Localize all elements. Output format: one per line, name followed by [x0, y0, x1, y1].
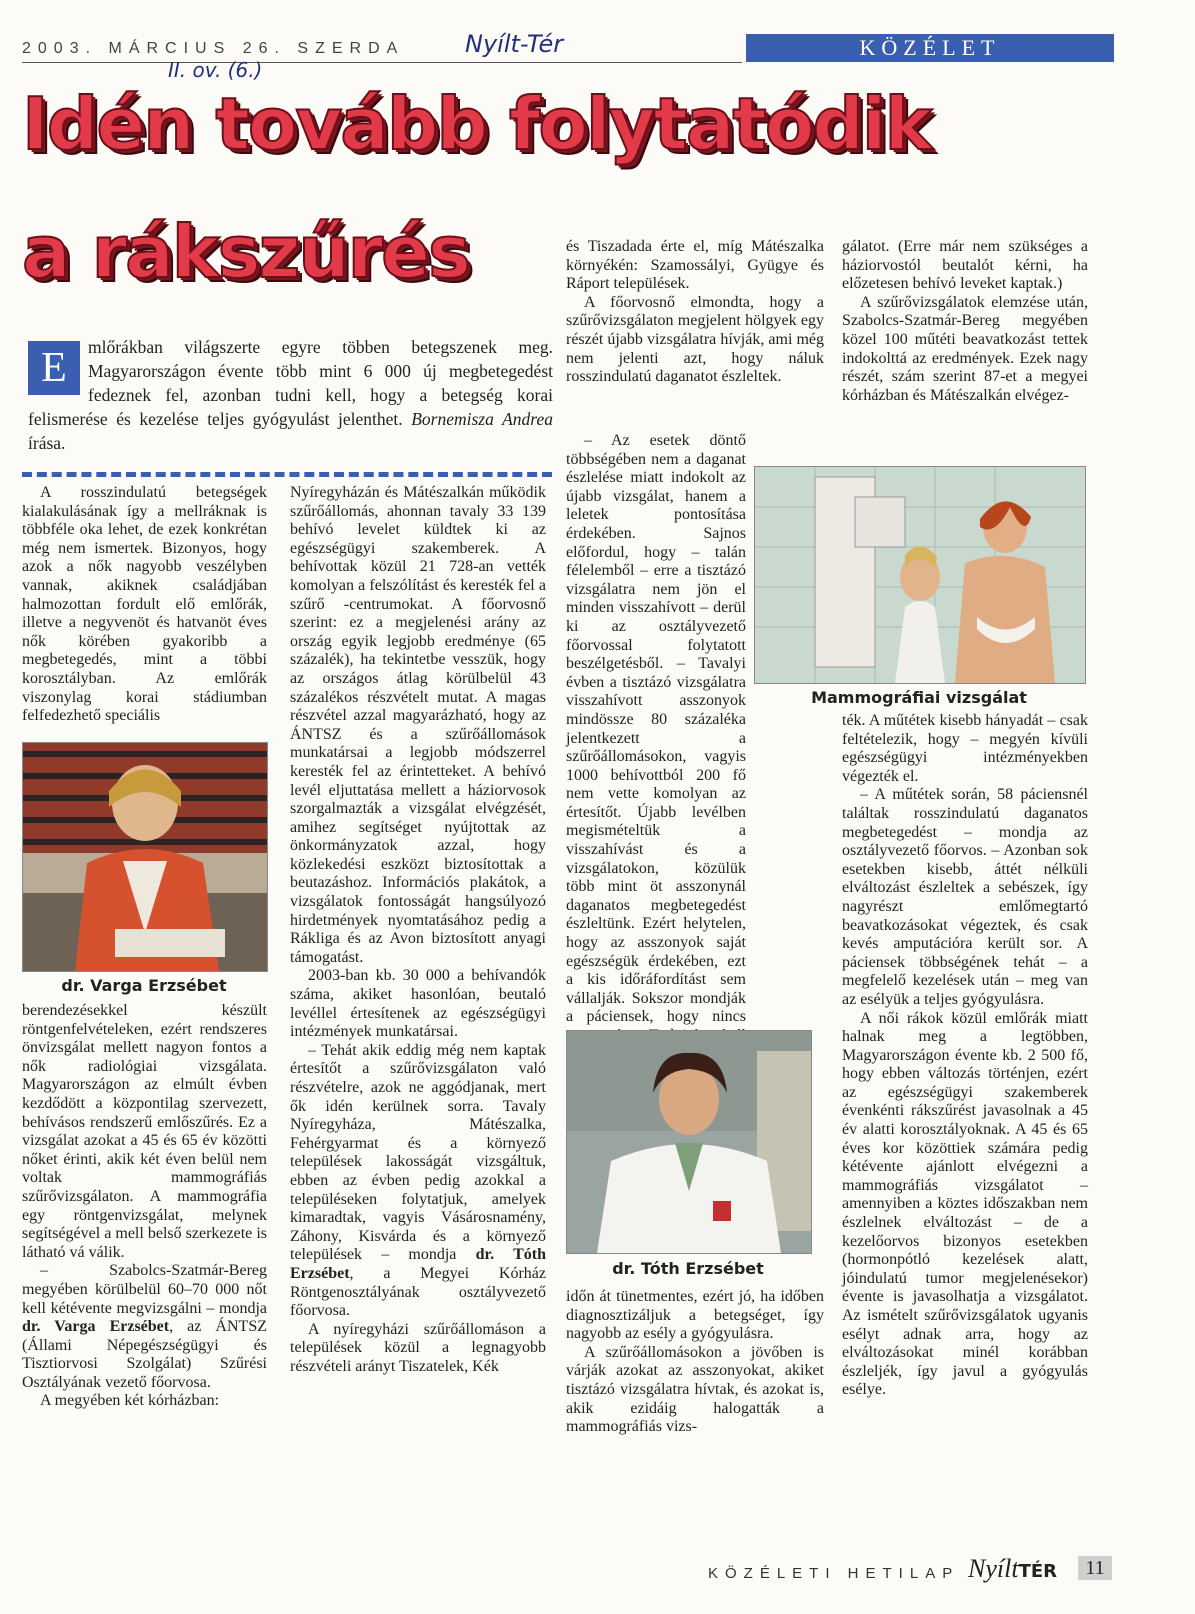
lead-text: mlőrákban világszerte egyre többen betegszenek meg. Magyarországon évente több mint 6 000 új megbetegedést fedeznek fel, azonban tudni kell, hogy a betegség korai felismerése és kezelése teljes gyógyulást jelenthet. — [28, 337, 553, 429]
photo-varga-erzsebet — [22, 742, 268, 972]
column-3-bottom — [566, 1288, 824, 1437]
col2-paragraph-2: 2003-ban kb. 30 000 a behívandók száma, akiket hasonlóan, beutaló levéllel értesítenek az egészségügyi intézmények munkatársai. — [290, 967, 546, 1041]
lead-author-suffix: írása. — [28, 433, 66, 453]
lead-author: Bornemisza Andrea — [411, 409, 553, 429]
col3-paragraph-1: A főorvosnő elmondta, hogy a szűrővizsgálaton megjelent hölgyek egy részét újabb vizsgálatra hívják, ami még nem jelenti azt, hogy náluk rosszindulatú daganatot észleltek. — [566, 293, 824, 386]
col2-paragraph-1: Nyíregyházán és Mátészalkán működik szűrőállomás, ahonnan tavaly 33 139 behívó levelet küldtek ki az egészségügyi szakemberek. A behívottak közül 21 728-an vették komolyan a felszólítást és keresték fel a szűrő -centrumokat. A főorvosnő szerint: ez a megjelenési arány az ország egyik legjobb eredménye (65 százalék), ha tekintetbe vesszük, hogy az országos átlag körülbelül 43 százalékos részvételt mutat. A magas részvétel azzal magyarázható, hogy az ÁNTSZ és a szűrőállomások munkatársai a legjobb módszerrel keresték fel az érintetteket. A behívó levél eljuttatása mellett a háziorvosok szorgalmazták a vizsgálat elvégzését, amihez segítséget nyújtottak az önkormányzatok azzal, hogy közlekedési eszközt biztosítottak a beutazáshoz. Információs plakátok, a vizsgálatok fontosságát hangsúlyozó hirdetmények nyomtatásához pedig a Rákliga és az Avon biztosított anyagi támogatást. — [290, 484, 546, 966]
col3-paragraph-4: A szűrőállomásokon a jövőben is várják azokat az asszonyokat, akiket tisztázó vizsgálatra hívtak, és azokat is, akik ezidáig halogatták a mammográfiás vizs- — [566, 1343, 824, 1436]
headline-line-2: a rákszűrés — [22, 210, 469, 294]
footer-brand: NyíltTÉR — [968, 1554, 1057, 1583]
dashed-divider — [22, 472, 552, 477]
header-rule — [22, 62, 742, 63]
col2-paragraph-4: A nyíregyházi szűrőállomáson a települések közül a legnagyobb részvételi arányt Tiszatelek, Kék — [290, 1320, 546, 1375]
caption-varga: dr. Varga Erzsébet — [61, 976, 227, 995]
column-2 — [290, 484, 546, 1377]
drop-cap: E — [28, 341, 80, 395]
portrait-image-2 — [567, 1031, 811, 1253]
col4-paragraph-4: A női rákok közül emlőrák miatt halnak meg a legtöbben, Magyarországon évente kb. 2 500 fő, hogy ebben változás történjen, ezért az egészségügyi szakemberek évenkénti rákszűrést javasolnak a 45 év alatti korosztályoknak. A 45 és 65 éves kor közöttiek számára pedig kétévente ajánlott elvégezni a mammográfiás vizsgálatot – amennyiben a köztes időszakban nem észlelnek elváltozást – de a kezelőorvos bizonyos esetekben (hormonpótló kezelések alatt, jóindulatú tumor megjelenésekor) évente is javasolhatja a vizsgálatot. Az ismételt szűrővizsgálatok ugyanis esélyt adnak arra, hogy az elváltozásokat minél korábban észleljék, így javul a gyógyulás esélye. — [842, 1009, 1088, 1399]
section-label: KÖZÉLET — [746, 34, 1114, 62]
column-4-bottom — [842, 712, 1088, 1400]
column-3-narrow — [566, 432, 746, 1101]
col4-paragraph-0: gálatot. (Erre már nem szükséges a háziorvostól beutalót kérni, ha előzetesen behívó leveket kaptak.) — [842, 238, 1088, 293]
mammography-image — [755, 467, 1085, 683]
col1-bottom-paragraph-3: A megyében két kórházban: — [40, 1392, 220, 1410]
col2-paragraph-3: – Tehát akik eddig még nem kaptak értesítőt a szűrővizsgálaton való részvételre, azok ne aggódjanak, mert ők idén kerülnek sorra. Tavaly Nyíregyháza, Mátészalka, Fehérgyarmat és a környező települések lakosságát vizsgáltuk, ebben az évben pedig azokkal a településeken folytatjuk, amelyek kimaradtak, vagyis Vásárosnamény, Záhony, Kisvárda és a környező települések – mondja dr. Tóth Erzsébet, a Megyei Kórház Röntgenosztályának osztályvezető főorvosa. — [290, 1041, 547, 1320]
person-name-toth: dr. Tóth Erzsébet — [290, 1246, 547, 1282]
handwritten-note-2: II. ov. (6.) — [168, 58, 263, 82]
person-name-varga: dr. Varga Erzsébet — [22, 1318, 170, 1336]
col1-top-paragraph: A rosszindulatú betegségek kialakulásának így a mellráknak is többféle oka lehet, de ezek konkrétan még nem ismertek. Bizonyos, hogy azok a nők nagyobb veszélyben vannak, akiknek családjában halmozottan fordult elő emlőrák, illetve a negyvenöt és hatvanöt éves nők körében gyakoribb a megbetegedés, mint a többi korosztályban. Az emlőrák viszonylag korai stádiumban felfedezhető speciális — [22, 484, 267, 725]
lead-paragraph — [28, 335, 553, 455]
page-number: 11 — [1078, 1556, 1112, 1580]
issue-date: 2003. MÁRCIUS 26. SZERDA — [22, 40, 405, 57]
col1-bottom-paragraph-2: – Szabolcs-Szatmár-Bereg megyében körülbelül 60–70 000 nőt kell kétévente megvizsgálni – mondja dr. Varga Erzsébet, az ÁNTSZ (Állami Népegészségügyi és Tisztiorvosi Szolgálat) Szűrési Osztályának vezető főorvosa. — [22, 1262, 267, 1391]
col3-paragraph-0: és Tiszadada érte el, míg Mátészalka környékén: Szamossályi, Gyügye és Ráport települések. — [566, 238, 824, 293]
column-1-top — [22, 484, 267, 726]
column-3-top — [566, 238, 824, 387]
photo-toth-erzsebet — [566, 1030, 812, 1254]
col3-paragraph-3: időn át tünetmentes, ezért jó, ha időben diagnosztizáljuk a betegséget, így nagyobb az esély a gyógyulásra. — [566, 1288, 824, 1343]
handwritten-note-1: Nyílt-Tér — [465, 30, 564, 58]
portrait-image — [23, 743, 267, 971]
column-4-top — [842, 238, 1088, 405]
photo-mammography — [754, 466, 1086, 684]
col3-paragraph-2: – Az esetek döntő többségében nem a daganat észlelése miatt indokolt az újabb vizsgálat, hanem a leletek pontosítása érdekében. Sajnos előfordul, hogy – talán félelemből – erre a tisztázó vizsgálatra nem jön el minden visszahívott – derül ki az osztályvezető főorvossal folytatott beszélgetésből. – Tavalyi évben a tisztázó vizsgálatra visszahívott asszonyok mindössze 80 százaléka jelentkezett a szűrőállomásokon, vagyis 1000 behívottból 200 fő nem vette komolyan az értesítőt. Újabb levélben megismételtük a visszahívást és a vizsgálatokon, közülük több mint öt asszonynál daganatos megbetegedést észleltünk. Ezért helytelen, hogy az asszonyok saját egészségük érdekében, ezt a kis időráfordítást sem vállalják. Sokszor mondják a páciensek, hogy nincs — [566, 432, 746, 1026]
headline-line-1: Idén tovább folytatódik — [22, 82, 931, 166]
col4-paragraph-1: A szűrővizsgálatok elemzése után, Szabolcs-Szatmár-Bereg megyében közel 100 műtéti beavatkozást tettek indokolttá az eredmények. Ezek nagy részét, szám szerint 87-et a megyei kórházban és Mátészalkán elvégez- — [842, 293, 1088, 404]
col4-paragraph-3: – A műtétek során, 58 páciensnél találtak rosszindulatú daganatos megbetegedést – mondja az osztályvezető főorvos. – Azonban sok esetekben kisebb, áttét nélküli elváltozást észleltek a sebészek, így nagyrészt emlőmegtartó beavatkozásokat végeztek, és csak kevés amputációra került sor. A páciensek többségének tehát – a megfelelő kezelések után – meg van az esélyük a teljes gyógyulásra. — [842, 786, 1088, 1008]
caption-mammography: Mammográfiai vizsgálat — [811, 688, 1027, 707]
column-1-bottom — [22, 1002, 267, 1411]
col4-paragraph-2: ték. A műtétek kisebb hányadát – csak feltételezik, hogy – megyén kívüli egészségügyi intézményekben végezték el. — [842, 712, 1088, 785]
footer-label: KÖZÉLETI HETILAP — [708, 1565, 960, 1582]
col1-bottom-paragraph-1: berendezésekkel készült röntgenfelvételeken, ezért rendszeres önvizsgálat mellett nagyon fontos a nők radiológiai vizsgálata. Magyarországon az elmúlt évben kezdődött a központilag szervezett, behívásos rendszerű emlőszűrés. Ez a vizsgálat azokat a 45 és 65 év közötti nőket érinti, akik két éven belül nem voltak mammográfiás szűrővizsgálaton. A mammográfia egy röntgenvizsgálat, melynek segítségével a mell belső szerkezete is látható vá válik. — [22, 1002, 267, 1261]
caption-toth: dr. Tóth Erzsébet — [612, 1259, 764, 1278]
